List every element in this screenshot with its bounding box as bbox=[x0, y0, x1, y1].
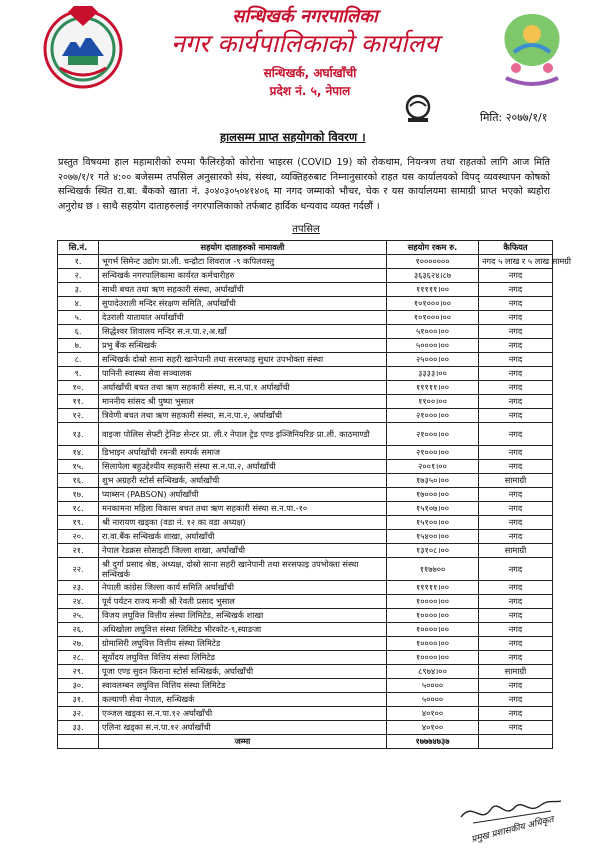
cell-serial: १८. bbox=[58, 502, 99, 516]
cell-donor-name: सन्धिखर्क दोस्रो साना सहरी खानेपानी तथा सरसफाइ सुधार उपभोक्ता संस्था bbox=[99, 353, 387, 367]
table-row bbox=[58, 581, 553, 595]
table-row bbox=[58, 665, 553, 679]
cell-remark: नगद bbox=[479, 707, 553, 721]
cell-serial: ५. bbox=[58, 311, 99, 325]
table-row bbox=[58, 311, 553, 325]
subject-line: हालसम्म प्राप्त सहयोगको विवरण । bbox=[220, 130, 366, 144]
table-row bbox=[58, 516, 553, 530]
stamp-emblem-icon bbox=[400, 94, 436, 124]
table-row bbox=[58, 609, 553, 623]
table-row bbox=[58, 460, 553, 474]
cell-remark: नगद bbox=[479, 353, 553, 367]
cell-donor-name: देउराली यातायात अर्घाखाँची bbox=[99, 311, 387, 325]
cell-remark: नगद bbox=[479, 488, 553, 502]
cell-donor-name: भूगर्भ सिमेन्ट उद्योग प्रा.ली. चन्द्रौटा शिवराज -९ कपिलवस्तु bbox=[99, 255, 387, 269]
cell-donor-name: सिद्धेश्वर शिवालय मन्दिर स.न.पा.२,अ.खाँ bbox=[99, 325, 387, 339]
cell-remark: नगद bbox=[479, 311, 553, 325]
cell-serial: १९. bbox=[58, 516, 99, 530]
cell-remark: नगद bbox=[479, 623, 553, 637]
cell-donor-name: माननीय सांसद श्री पुष्पा भुसाल bbox=[99, 395, 387, 409]
table-row bbox=[58, 721, 553, 735]
cell-serial: ७. bbox=[58, 339, 99, 353]
cell-amount: ३३३३।०० bbox=[387, 367, 479, 381]
cell-donor-name: पूर्व पर्यटन राज्य मन्त्री श्री रेवती प्रसाद भुसाल bbox=[99, 595, 387, 609]
cell-amount: १०१०००।०० bbox=[387, 297, 479, 311]
cell-amount: १५१००।०० bbox=[387, 516, 479, 530]
table-row bbox=[58, 255, 553, 269]
cell-serial: २७. bbox=[58, 637, 99, 651]
cell-serial: ३०. bbox=[58, 679, 99, 693]
table-header-row bbox=[58, 241, 553, 255]
cell-amount: ४०१०० bbox=[387, 721, 479, 735]
cell-remark: नगद bbox=[479, 595, 553, 609]
cell-serial: २३. bbox=[58, 581, 99, 595]
body-paragraph: प्रस्तुत विषयमा हाल महामारीको रुपमा फैलिरहेको कोरोना भाइरस (COVID 19) को रोकथाम, नियन्त्रण तथा राहतको लागि आज मिति २०७७/१/१ गते ४:०० बजेसम्म तपसिल अनुसारको संघ, संस्था, व्यक्तिहरुबाट निम्नानुसारको राहत यस कार्यालयको विपद् व्यवस्थापन कोषको सन्धिखर्क स्थित रा.बा. बैंकको खाता नं. ३०४०३०५०४१४०६ मा नगद जम्माको भौचर, चेक र यस कार्यालयमा सामाग्री प्राप्त भएको ब्यहोरा अनुरोध छ । साथै सहयोग दाताहरुलाई नगरपालिकाको तर्फबाट हार्दिक धन्यवाद व्यक्त गर्दछौं । bbox=[58, 157, 550, 212]
cell-donor-name: एलिना खड्का स.न.पा.१२ अर्घाखाँची bbox=[99, 721, 387, 735]
table-row bbox=[58, 679, 553, 693]
cell-remark: सामाग्री bbox=[479, 665, 553, 679]
cell-amount: २१०००।०० bbox=[387, 446, 479, 460]
cell-donor-name: अर्घाखाँची बचत तथा ऋण सहकारी संस्था, स.न.पा.१ अर्घाखाँची bbox=[99, 381, 387, 395]
cell-amount: १००००।०० bbox=[387, 651, 479, 665]
cell-remark: नगद bbox=[479, 693, 553, 707]
header-remarks: कैफियत bbox=[479, 241, 553, 255]
cell-serial: २४. bbox=[58, 595, 99, 609]
nepal-emblem-icon bbox=[40, 4, 126, 90]
table-row bbox=[58, 595, 553, 609]
cell-serial: ३. bbox=[58, 283, 99, 297]
table-row bbox=[58, 530, 553, 544]
cell-amount: ५०००० bbox=[387, 679, 479, 693]
cell-serial: २०. bbox=[58, 530, 99, 544]
cell-donor-name: पूजा एण्ड सुदन किराना स्टोर्स सन्धिखर्क, अर्घाखाँची bbox=[99, 665, 387, 679]
table-row bbox=[58, 283, 553, 297]
cell-amount: ४०१०० bbox=[387, 707, 479, 721]
cell-remark: नगद bbox=[479, 460, 553, 474]
cell-serial: १. bbox=[58, 255, 99, 269]
table-row bbox=[58, 446, 553, 460]
cell-amount: १७०००।०० bbox=[387, 488, 479, 502]
table-row bbox=[58, 367, 553, 381]
cell-donor-name: मनकामना महिला विकास बचत तथा ऋण सहकारी संस्था स.न.पा.-१० bbox=[99, 502, 387, 516]
cell-amount: ८९७४।०० bbox=[387, 665, 479, 679]
cell-serial: १२. bbox=[58, 409, 99, 423]
cell-serial: १४. bbox=[58, 446, 99, 460]
cell-serial: २१. bbox=[58, 544, 99, 558]
cell-remark: नगद bbox=[479, 721, 553, 735]
header-amount: सहयोग रकम रु. bbox=[387, 241, 479, 255]
cell-donor-name: डिभाइन अर्घाखाँची रमन्त्री सम्पर्क समाज bbox=[99, 446, 387, 460]
cell-amount: ५००००।०० bbox=[387, 339, 479, 353]
table-row bbox=[58, 353, 553, 367]
cell-donor-name: प्रभु बैंक सन्धिखर्क bbox=[99, 339, 387, 353]
table-row bbox=[58, 651, 553, 665]
cell-donor-name: कल्याणी सेवा नेपाल, सन्धिखर्क bbox=[99, 693, 387, 707]
table-row bbox=[58, 423, 553, 446]
cell-amount: १७३५०।०० bbox=[387, 474, 479, 488]
cell-amount: २१०००।०० bbox=[387, 409, 479, 423]
cell-donor-name: प्याब्सन (PABSON) अर्घाखाँची bbox=[99, 488, 387, 502]
header-serial: सि.नं. bbox=[58, 241, 99, 255]
province-line: प्रदेश नं. ५, नेपाल bbox=[269, 84, 351, 98]
cell-amount: १०१०००।०० bbox=[387, 311, 479, 325]
cell-serial: २. bbox=[58, 269, 99, 283]
table-row bbox=[58, 623, 553, 637]
cell-donor-name: सिलापेला बहुउद्देश्यीय सहकारी संस्था स.न.पा.२, अर्घाखाँची bbox=[99, 460, 387, 474]
signatory-title: प्रमुख प्रशासकीय अधिकृत bbox=[470, 814, 555, 846]
cell-donor-name: सन्धिखर्क नगरपालिकामा कार्यरत कर्मचारीहरु bbox=[99, 269, 387, 283]
cell-remark: नगद bbox=[479, 637, 553, 651]
cell-serial: २५. bbox=[58, 609, 99, 623]
cell-donor-name: श्री दुर्गा प्रसाद श्रेष्ठ, अध्यक्ष, दोस्रो साना सहरी खानेपानी तथा सरसफाइ उपभोक्ता संस्था सन्धिखर्क bbox=[99, 558, 387, 581]
table-row bbox=[58, 339, 553, 353]
cell-amount: ५१०००।०० bbox=[387, 325, 479, 339]
table-row bbox=[58, 637, 553, 651]
header-donor-name: सहयोग दाताहरुको नामावली bbox=[99, 241, 387, 255]
cell-amount: १३१०८।०० bbox=[387, 544, 479, 558]
cell-donor-name: शुभ अग्रहरी स्टोर्स सन्धिखर्क, अर्घाखाँची bbox=[99, 474, 387, 488]
municipality-name: सन्धिखर्क नगरपालिका bbox=[232, 6, 378, 27]
cell-amount: ५०००० bbox=[387, 693, 479, 707]
municipality-logo-icon bbox=[492, 8, 572, 92]
cell-donor-name: विजय लघुवित्त वित्तीय संस्था लिमिटेड, सन्धिखर्क शाखा bbox=[99, 609, 387, 623]
cell-donor-name: सुपादेउराली मन्दिर संरक्षण समिति, अर्घाखाँची bbox=[99, 297, 387, 311]
cell-remark: नगद bbox=[479, 409, 553, 423]
cell-remark: सामाग्री bbox=[479, 544, 553, 558]
cell-remark: नगद bbox=[479, 516, 553, 530]
cell-remark: नगद bbox=[479, 283, 553, 297]
table-row bbox=[58, 395, 553, 409]
cell-donor-name: सूर्योदय लघुवित्त वित्तिय संस्था लिमिटेड bbox=[99, 651, 387, 665]
cell-serial: १६. bbox=[58, 474, 99, 488]
cell-serial: २९. bbox=[58, 665, 99, 679]
table-row bbox=[58, 558, 553, 581]
cell-serial: ९. bbox=[58, 367, 99, 381]
cell-amount: १००००००० bbox=[387, 255, 479, 269]
table-row bbox=[58, 325, 553, 339]
cell-serial: २२. bbox=[58, 558, 99, 581]
cell-amount: १११११।०० bbox=[387, 381, 479, 395]
cell-donor-name: ग्रोमासिरी लघुवित्त वित्तीय संस्था लिमिटेड bbox=[99, 637, 387, 651]
office-address: सन्धिखर्क, अर्घाखाँची bbox=[263, 66, 357, 80]
cell-amount: ३६३६२४।८७ bbox=[387, 269, 479, 283]
cell-amount: १११११।०० bbox=[387, 283, 479, 297]
cell-remark: नगद bbox=[479, 651, 553, 665]
cell-amount: १००००।०० bbox=[387, 609, 479, 623]
cell-donor-name: त्रिवेणी बचत तथा ऋण सहकारी संस्था, स.न.पा.२, अर्घाखाँची bbox=[99, 409, 387, 423]
cell-remark: नगद bbox=[479, 269, 553, 283]
cell-serial: १०. bbox=[58, 381, 99, 395]
cell-remark: नगद bbox=[479, 367, 553, 381]
table-row bbox=[58, 381, 553, 395]
cell-remark: नगद bbox=[479, 609, 553, 623]
table-row bbox=[58, 409, 553, 423]
cell-amount: १००००।०० bbox=[387, 623, 479, 637]
cell-serial: ६. bbox=[58, 325, 99, 339]
table-row bbox=[58, 297, 553, 311]
cell-amount: २१०००।०० bbox=[387, 423, 479, 446]
cell-serial: १७. bbox=[58, 488, 99, 502]
table-caption: तपसिल bbox=[292, 224, 320, 235]
table-row bbox=[58, 488, 553, 502]
cell-donor-name: पानिनी स्वास्थ्य सेवा सञ्चालक bbox=[99, 367, 387, 381]
cell-remark: नगद bbox=[479, 395, 553, 409]
cell-donor-name: नेपाली कांग्रेस जिल्ला कार्य समिति अर्घाखाँची bbox=[99, 581, 387, 595]
cell-amount: २००१।०० bbox=[387, 460, 479, 474]
cell-donor-name: नेपाल रेडक्रस सोसाइटी जिल्ला शाखा, अर्घाखाँची bbox=[99, 544, 387, 558]
letterhead bbox=[0, 0, 612, 118]
cell-serial: ३२. bbox=[58, 707, 99, 721]
cell-amount: २५०००।०० bbox=[387, 353, 479, 367]
cell-amount: ११००।०० bbox=[387, 395, 479, 409]
table-row bbox=[58, 544, 553, 558]
cell-amount: ११७७०० bbox=[387, 558, 479, 581]
cell-serial: ४. bbox=[58, 297, 99, 311]
cell-remark: नगद bbox=[479, 502, 553, 516]
table-row bbox=[58, 693, 553, 707]
cell-serial: १३. bbox=[58, 423, 99, 446]
table-row bbox=[58, 269, 553, 283]
cell-donor-name: श्री नारायण खड्का (वडा नं. १२ का वडा अध्यक्ष) bbox=[99, 516, 387, 530]
cell-remark: नगद bbox=[479, 581, 553, 595]
cell-remark: नगद bbox=[479, 446, 553, 460]
total-label: जम्मा bbox=[99, 735, 387, 749]
cell-remark: नगद bbox=[479, 423, 553, 446]
cell-remark: नगद bbox=[479, 339, 553, 353]
cell-remark: नगद bbox=[479, 558, 553, 581]
cell-remark: नगद bbox=[479, 530, 553, 544]
cell-serial: ३३. bbox=[58, 721, 99, 735]
cell-serial: २६. bbox=[58, 623, 99, 637]
table-row bbox=[58, 707, 553, 721]
total-amount: १७७७४७३७ bbox=[387, 735, 479, 749]
cell-donor-name: अधिखोला लघुवित्त संस्था लिमिटेड भीरकोट-९,स्याङजा bbox=[99, 623, 387, 637]
cell-amount: १००००।०० bbox=[387, 595, 479, 609]
cell-donor-name: साथी बचत तथा ऋण सहकारी संस्था, अर्घाखाँची bbox=[99, 283, 387, 297]
cell-amount: १००००।०० bbox=[387, 637, 479, 651]
table-row bbox=[58, 502, 553, 516]
cell-remark: नगद bbox=[479, 381, 553, 395]
cell-donor-name: स्वावलम्बन लघुवित्त वित्तिय संस्था लिमिटेड bbox=[99, 679, 387, 693]
table-row bbox=[58, 474, 553, 488]
cell-amount: १५१०७।०० bbox=[387, 502, 479, 516]
cell-amount: १५४००।०० bbox=[387, 530, 479, 544]
cell-serial: १५. bbox=[58, 460, 99, 474]
cell-serial: २८. bbox=[58, 651, 99, 665]
cell-remark: नगद bbox=[479, 297, 553, 311]
cell-serial: ११. bbox=[58, 395, 99, 409]
cell-serial: ३१. bbox=[58, 693, 99, 707]
document-date: मिति: २०७७/१/१ bbox=[480, 111, 548, 124]
cell-donor-name: वाइजा पोलिस सेफ्टी ट्रेनिङ सेन्टर प्रा. ली.र नेपाल ट्रेड एण्ड इञ्जिनियरिङ प्रा.ली. काठमाण्डौ bbox=[99, 423, 387, 446]
cell-amount: १११११।०० bbox=[387, 581, 479, 595]
donations-table bbox=[57, 240, 572, 749]
cell-serial: ८. bbox=[58, 353, 99, 367]
cell-remark: नगद bbox=[479, 325, 553, 339]
cell-donor-name: रा.वा.बैंक सन्धिखर्क शाखा, अर्घाखाँची bbox=[99, 530, 387, 544]
cell-remark: नगद bbox=[479, 679, 553, 693]
cell-donor-name: एञ्जल खड्का स.न.पा.१२ अर्घाखाँची bbox=[99, 707, 387, 721]
total-row bbox=[58, 735, 553, 749]
cell-remark: नगद ५ लाख र ५ लाख सामग्री bbox=[479, 255, 553, 269]
cell-remark: सामाग्री bbox=[479, 474, 553, 488]
office-name: नगर कार्यपालिकाको कार्यालय bbox=[171, 29, 439, 58]
